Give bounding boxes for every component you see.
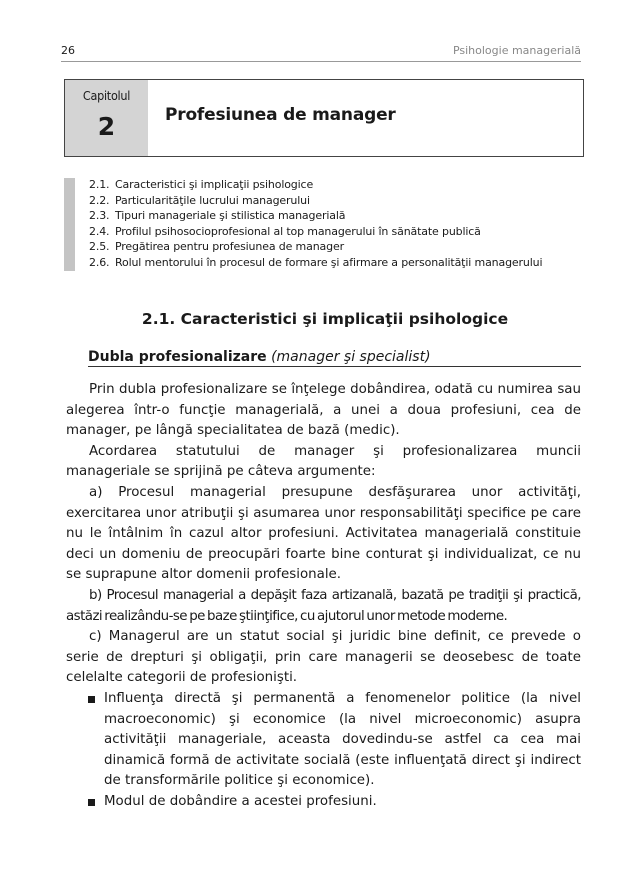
paragraph-argument-a: a) Procesul managerial presupune desfăşurarea unor activităţi, exercitarea unor atribuţii şi asumarea unor responsabilităţi specifice pe care nu le întâlnim în cazul altor profesiuni. Activitatea managerială constituie deci un domeniu de preocupări foarte bine conturat şi individualizat, ce nu se suprapune altor domenii profesionale. [66, 484, 581, 583]
chapter-number: 2 [97, 112, 116, 141]
toc-item-text: Particularităţile lucrului managerului [115, 193, 310, 207]
chapter-label-box [65, 80, 148, 156]
subheading [88, 349, 581, 367]
bullet-list [66, 689, 581, 813]
list-item [66, 689, 581, 792]
running-title: Psihologie managerială [452, 44, 581, 57]
chapter-contents-list [89, 178, 589, 271]
list-item-text: Influenţa directă şi permanentă a fenomenelor politice (la nivel macroeconomic) şi economice (la nivel microeconomic) asupra activităţii manageriale, aceasta dovedindu-se astfel ca cea mai dinamică formă de activitate socială (este influenţată direct şi indirect de transformările politice şi economice). [104, 690, 581, 789]
header-rule [61, 61, 581, 62]
toc-item-number: 2.5. [89, 240, 110, 253]
square-bullet-icon [88, 696, 95, 703]
toc-item-text: Pregătirea pentru profesiunea de manager [115, 240, 344, 253]
toc-item [89, 240, 589, 256]
paragraph-argument-b: b) Procesul managerial a depăşit faza artizanală, bazată pe tradiţii şi practică, astăzi realizându-se pe baze ştiinţifice, cu ajutorul unor metode moderne. [66, 587, 581, 624]
toc-item [89, 209, 589, 225]
list-item [66, 792, 581, 813]
square-bullet-icon [88, 799, 95, 806]
toc-item [89, 256, 589, 272]
toc-item-number: 2.6. [89, 255, 110, 269]
toc-item-text: Profilul psihosocioprofesional al top managerului în sănătate publică [115, 224, 481, 238]
toc-item [89, 178, 589, 194]
toc-item-text: Rolul mentorului în procesul de formare şi afirmare a personalităţii managerului [115, 255, 543, 269]
chapter-title: Profesiunea de manager [165, 105, 396, 125]
page-number: 26 [61, 44, 75, 57]
toc-item-number: 2.2. [89, 193, 110, 207]
page-header [61, 44, 581, 60]
chapter-label: Capitolul [82, 88, 131, 103]
toc-item-text: Caracteristici şi implicaţii psihologice [115, 178, 314, 191]
toc-item-number: 2.4. [89, 224, 110, 238]
body-text [66, 380, 581, 812]
paragraph-argument-c: c) Managerul are un statut social şi juridic bine definit, ce prevede o serie de drepturi şi obligaţii, prin care managerii se deosebesc de toate celelalte categorii de profesionişti. [66, 629, 581, 686]
paragraph-definition: Prin dubla profesionalizare se înţelege dobândirea, odată cu numirea sau alegerea într-o funcţie managerială, a unei a doua profesiuni, cea de manager, pe lângă specialitatea de bază (medic). [66, 382, 581, 439]
paragraph-arguments-intro: Acordarea statutului de manager şi profesionalizarea muncii manageriale se sprijină pe câteva argumente: [66, 443, 581, 480]
chapter-banner [64, 79, 584, 157]
toc-item-number: 2.3. [89, 209, 110, 222]
toc-item-text: Tipuri manageriale şi stilistica managerială [115, 209, 346, 222]
section-heading: 2.1. Caracteristici şi implicaţii psihologice [141, 310, 509, 328]
subheading-qualifier: (manager şi specialist) [271, 349, 431, 365]
subheading-title: Dubla profesionalizare [88, 349, 267, 365]
list-item-text: Modul de dobândire a acestei profesiuni. [104, 793, 377, 809]
toc-item [89, 225, 589, 241]
toc-item-number: 2.1. [89, 178, 110, 191]
toc-item [89, 194, 589, 210]
toc-side-bar [64, 178, 75, 271]
